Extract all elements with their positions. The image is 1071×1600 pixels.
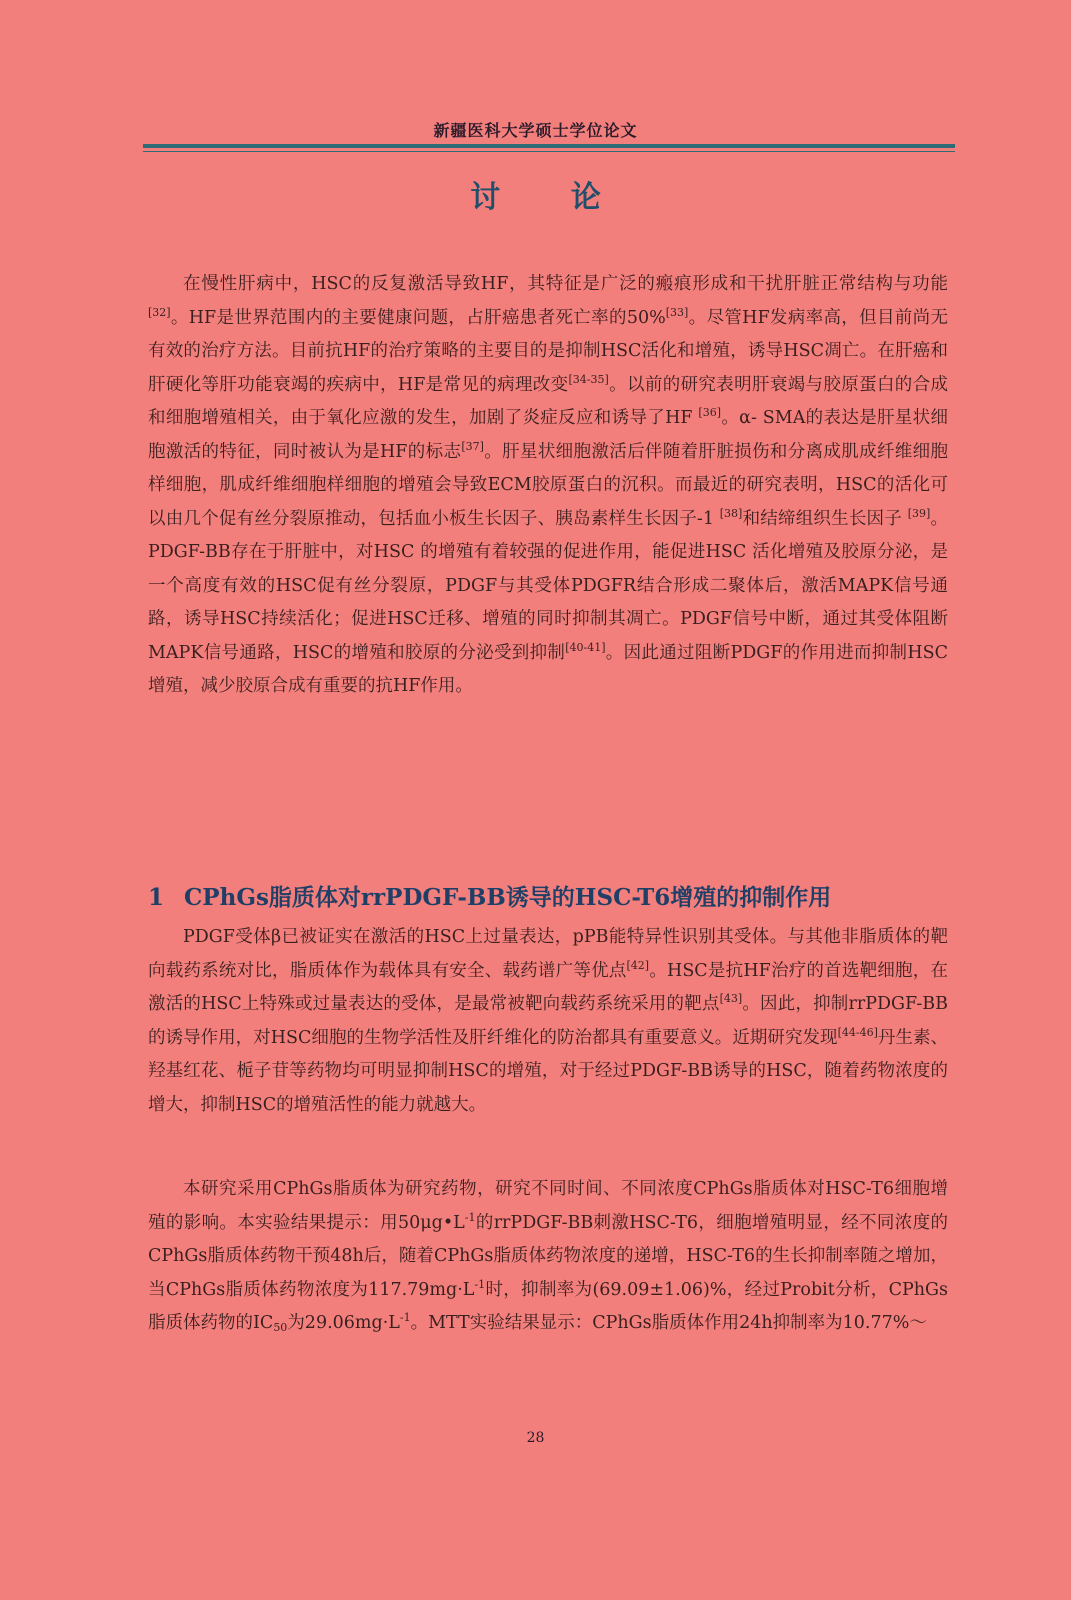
text-run: 。HSC是抗HF治疗的首选靶细胞，在激活的HSC上特殊或过量表达的受体，是最常被靶向载药系统采用的靶点 [148, 960, 948, 1014]
citation-36: [36] [698, 406, 722, 419]
body-paragraph-3 [148, 1173, 948, 1341]
text-run: 。HF是世界范围内的主要健康问题，占肝癌患者死亡率的50% [170, 307, 666, 328]
citation-42: [42] [626, 958, 650, 972]
citation-32: [32] [148, 305, 171, 319]
text-run: 。因此，抑制rrPDGF-BB的诱导作用，对HSC细胞的生物学活性及肝纤维化的防治都具有重要意义。近期研究发现 [148, 994, 948, 1048]
text-run: 的rrPDGF-BB刺激HSC-T6，细胞增殖明显，经不同浓度的CPhGs脂质体药物干预48h后，随着CPhGs脂质体药物浓度的递增，HSC-T6的生长抑制率随之增加，当CPhGs脂质体药物浓度为117.79mg·L [148, 1212, 948, 1300]
text-run: 。肝星状细胞激活后伴随着肝脏损伤和分离成肌成纤维细胞样细胞，肌成纤维细胞样细胞的增殖会导致ECM胶原蛋白的沉积。而最近的研究表明，HSC的活化可以由几个促有丝分裂原推动，包括血小板生长因子、胰岛素样生长因子-1 [148, 441, 949, 529]
header-rule-thick [143, 144, 955, 148]
body-paragraph-1 [148, 268, 948, 704]
text-run: 时，抑制率为(69.09±1.06)%，经过Probit分析，CPhGs脂质体药物的IC [148, 1279, 949, 1333]
citation-39: [39] [907, 506, 931, 520]
text-run: 在慢性肝病中，HSC的反复激活导致HF，其特征是广泛的瘢痕形成和干扰肝脏正常结构与功能 [183, 274, 948, 294]
text-run: 。以前的研究表明肝衰竭与胶原蛋白的合成和细胞增殖相关，由于氧化应激的发生，加剧了炎症反应和诱导了HF [148, 374, 949, 428]
citation-37: [37] [461, 439, 484, 453]
text-run: 。MTT实验结果显示：CPhGs脂质体作用24h抑制率为10.77%～ [410, 1313, 927, 1333]
text-run: 丹生素、羟基红花、栀子苷等药物均可明显抑制HSC的增殖，对于经过PDGF-BB诱导的HSC，随着药物浓度的增大，抑制HSC的增殖活性的能力就越大。 [148, 1027, 949, 1115]
text-run: PDGF受体β已被证实在激活的HSC上过量表达，pPB能特异性识别其受体。与其他非脂质体的靶向载药系统对比，脂质体作为载体具有安全、载药谱广等优点 [148, 927, 948, 981]
header-rule-thin [143, 151, 955, 152]
paragraph-text [148, 268, 948, 704]
section-number: 1 [148, 884, 165, 911]
citation-44-46: [44-46] [837, 1025, 878, 1039]
section-heading-1 [148, 882, 948, 914]
superscript-exponent: -1 [399, 1311, 411, 1324]
text-run: 和结缔组织生长因子 [742, 508, 908, 529]
body-paragraph-2 [148, 921, 948, 1122]
superscript-exponent: -1 [474, 1277, 486, 1291]
text-run: 。α- SMA的表达是肝星状细胞激活的特征，同时被认为是HF的标志 [148, 408, 949, 462]
citation-34-35: [34-35] [568, 372, 609, 386]
paragraph-text [148, 921, 948, 1122]
subscript-50: 50 [273, 1321, 288, 1334]
text-run: 。尽管HF发病率高，但目前尚无有效的治疗方法。目前抗HF的治疗策略的主要目的是抑制HSC活化和增殖，诱导HSC凋亡。在肝癌和肝硬化等肝功能衰竭的疾病中，HF是常见的病理改变 [148, 307, 948, 395]
superscript-exponent: -1 [464, 1210, 476, 1224]
citation-38: [38] [719, 506, 743, 520]
chapter-title: 讨 论 [470, 180, 631, 215]
page-number: 28 [526, 1430, 545, 1446]
citation-40-41: [40-41] [565, 640, 606, 654]
running-header: 新疆医科大学硕士学位论文 [433, 121, 638, 140]
text-run: 本研究采用CPhGs脂质体为研究药物，研究不同时间、不同浓度CPhGs脂质体对HSC-T6细胞增殖的影响。本实验结果提示：用50μg•L [148, 1179, 948, 1233]
citation-33: [33] [665, 305, 689, 319]
text-run: 。PDGF-BB存在于肝脏中，对HSC 的增殖有着较强的促进作用，能促进HSC 活化增殖及胶原分泌，是一个高度有效的HSC促有丝分裂原，PDGF与其受体PDGFR结合形成二聚体后，激活MAPK信号通路，诱导HSC持续活化；促进HSC迁移、增殖的同时抑制其凋亡。PDGF信号中断，通过其受体阻断MAPK信号通路，HSC的增殖和胶原的分泌受到抑制 [148, 508, 949, 663]
section-title: CPhGs脂质体对rrPDGF-BB诱导的HSC-T6增殖的抑制作用 [184, 884, 832, 911]
text-run: 。因此通过阻断PDGF的作用进而抑制HSC增殖，减少胶原合成有重要的抗HF作用。 [148, 642, 948, 696]
citation-43: [43] [719, 992, 743, 1005]
paragraph-text [148, 1173, 948, 1341]
text-run: 为29.06mg·L [287, 1313, 400, 1333]
